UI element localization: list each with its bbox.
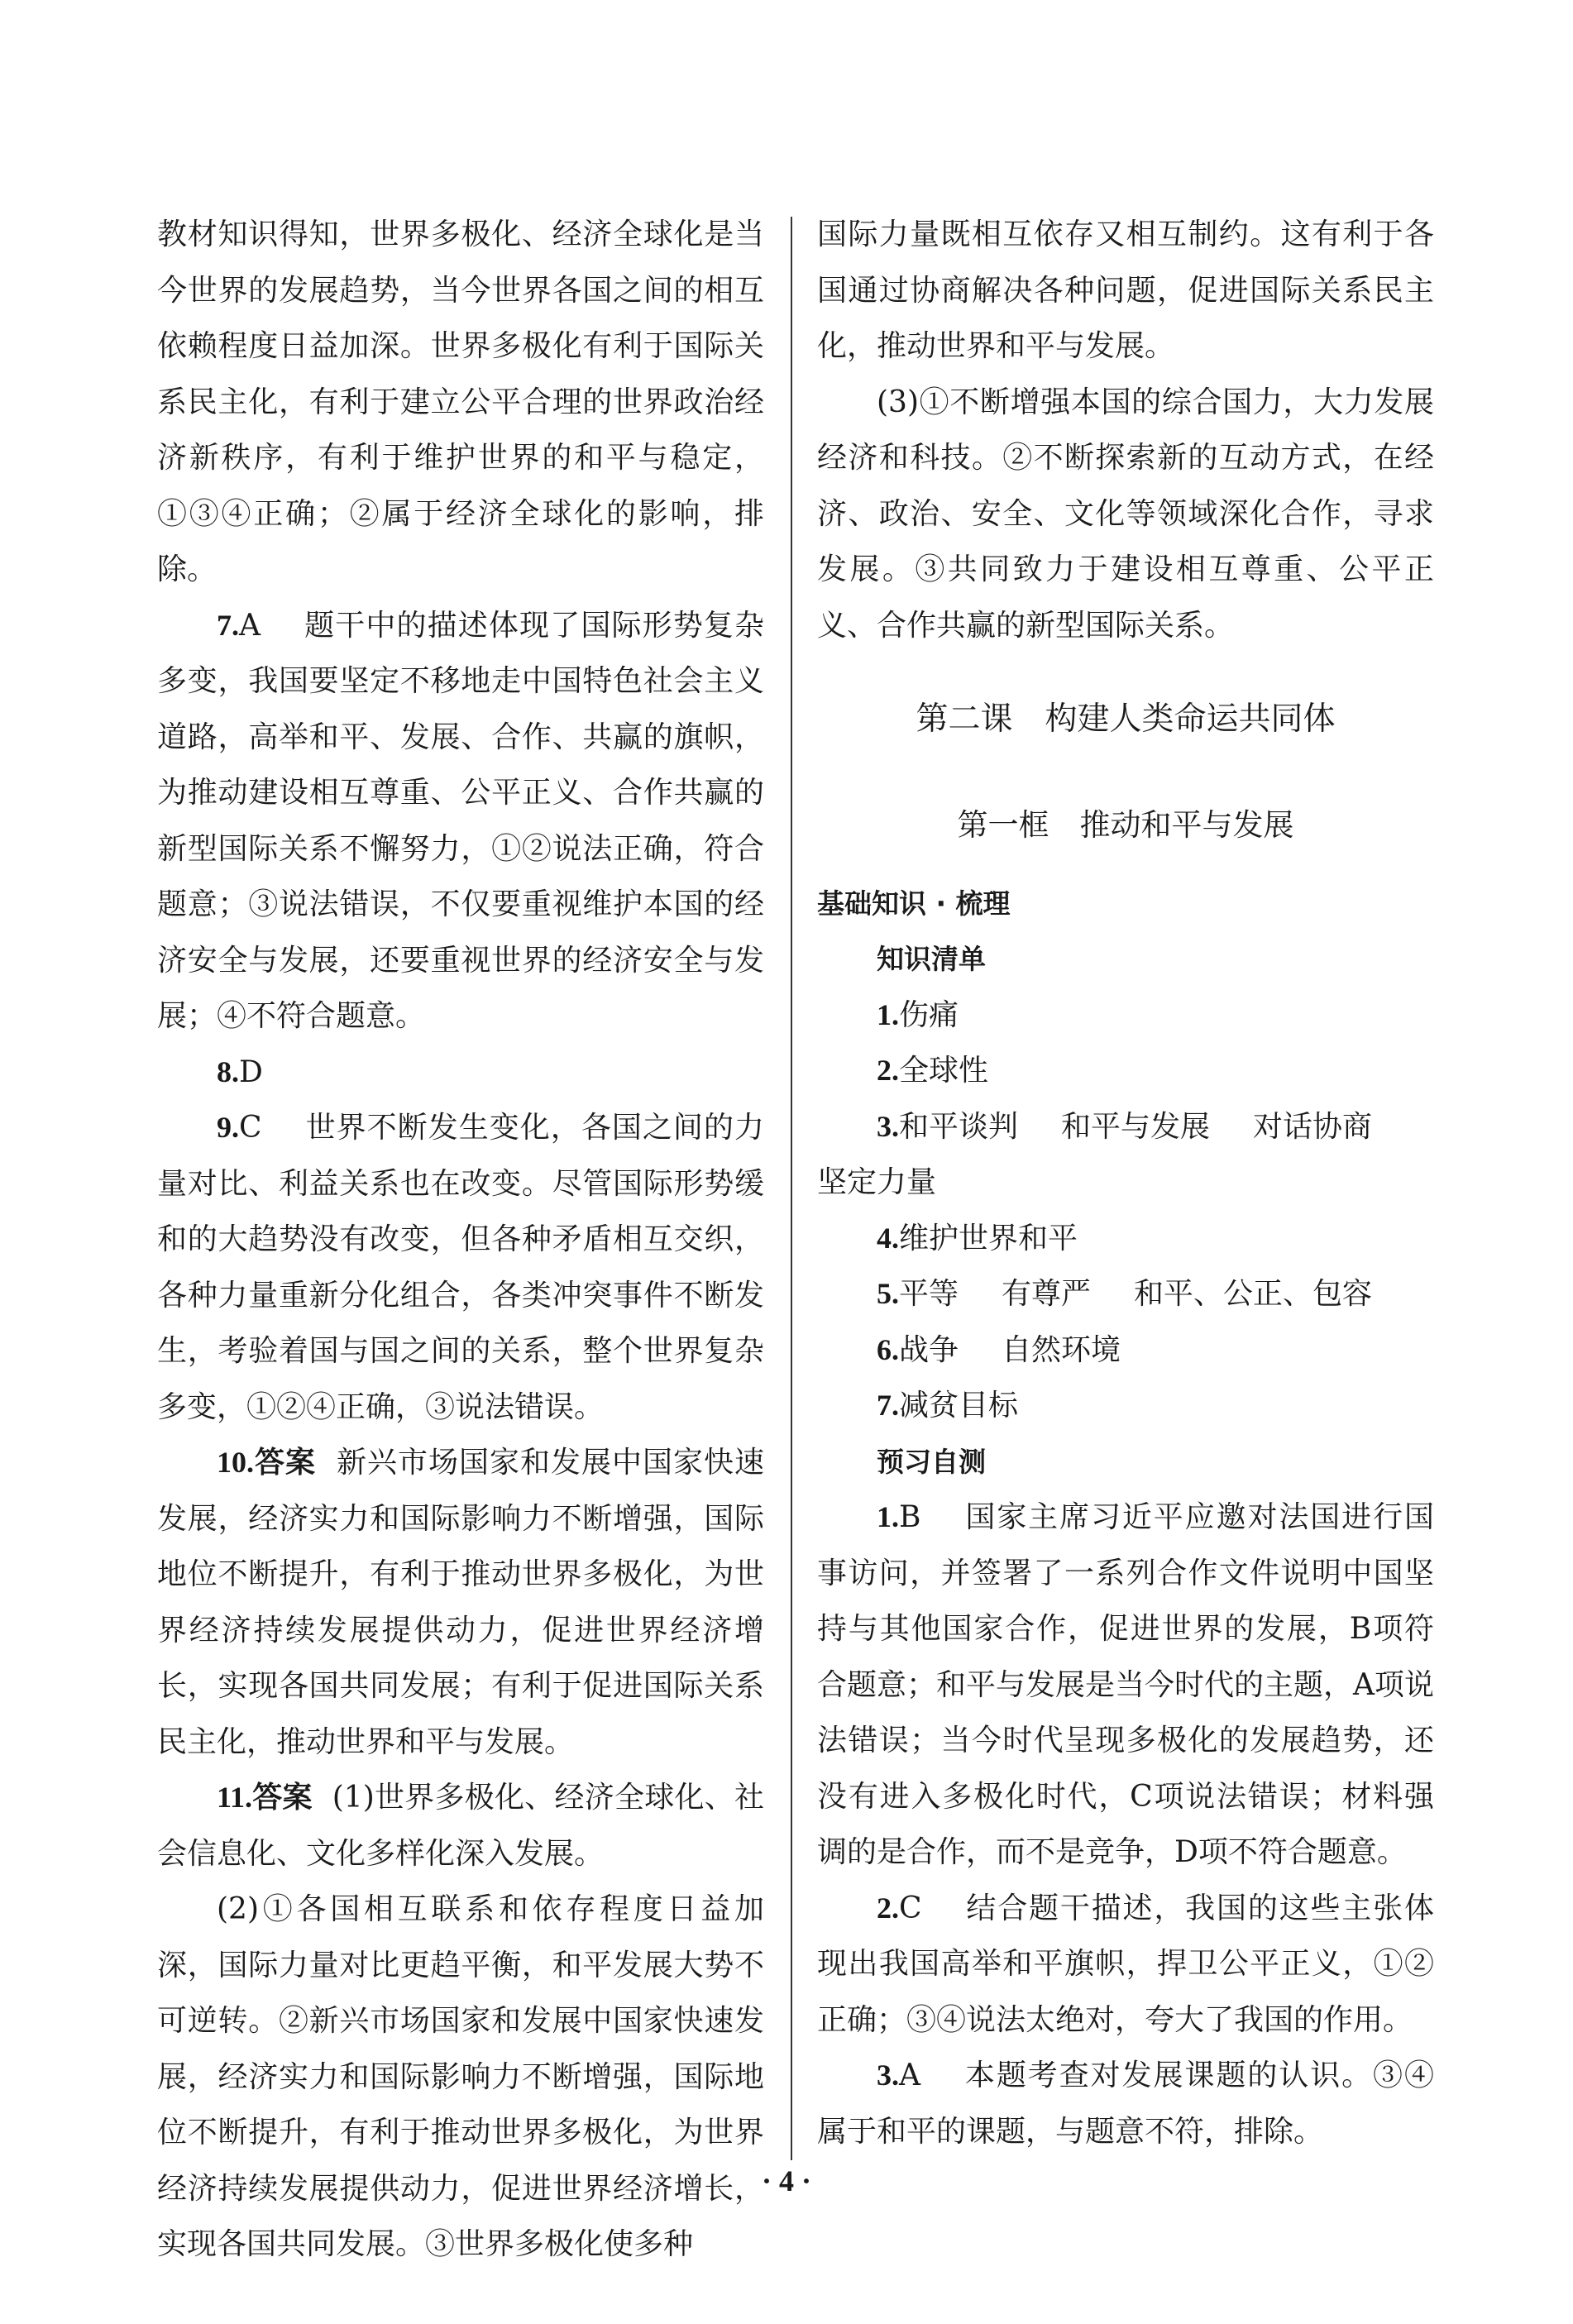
answer-8-number: 8. (217, 1054, 239, 1088)
knowledge-item-2-number: 2. (877, 1054, 899, 1087)
answer-7-number: 7. (217, 608, 239, 642)
frame-title: 第一框 推动和平与发展 (957, 807, 1294, 843)
preview-answer-1-choice: B (899, 1500, 921, 1534)
right-column (817, 207, 1434, 2159)
knowledge-item-7 (817, 1378, 1434, 1434)
preview-answer-2-explanation: 结合题干描述，我国的这些主张体现出我国高举和平旗帜，捍卫公平正义，①②正确；③④说法太绝对，夸大了我国的作用。 (817, 1891, 1434, 2037)
answer-10-label: 答案 (254, 1446, 316, 1480)
preview-answer-2-choice: C (899, 1891, 922, 1925)
knowledge-item-7-text: 减贫目标 (899, 1389, 1019, 1423)
answer-9-choice: C (239, 1111, 262, 1145)
knowledge-item-4-text: 维护世界和平 (899, 1221, 1078, 1255)
knowledge-item-6-b: 自然环境 (1002, 1332, 1121, 1367)
knowledge-item-6-a: 战争 (899, 1332, 959, 1367)
preview-answer-3-explanation: 本题考查对发展课题的认识。③④属于和平的课题，与题意不符，排除。 (817, 2059, 1434, 2149)
knowledge-item-5 (817, 1266, 1434, 1322)
knowledge-item-3 (817, 1099, 1434, 1211)
answer-11-label: 答案 (252, 1781, 313, 1815)
answer-7 (157, 598, 764, 1045)
answer-8 (157, 1045, 764, 1101)
knowledge-item-3-b: 和平与发展 (1061, 1109, 1211, 1144)
preview-answer-2 (817, 1881, 1434, 2049)
knowledge-item-5-a: 平等 (899, 1277, 959, 1311)
knowledge-item-1-number: 1. (877, 997, 899, 1031)
preview-answer-3-number: 3. (877, 2059, 899, 2092)
preview-test-heading: 预习自测 (877, 1445, 986, 1478)
knowledge-item-2-text: 全球性 (899, 1054, 989, 1088)
answer-7-explanation: 题干中的描述体现了国际形势复杂多变，我国要坚定不移地走中国特色社会主义道路，高举和平、发展、合作、共赢的旗帜，为推动建设相互尊重、公平正义、合作共赢的新型国际关系不懈努力，①②说法正确，符合题意；③说法错误，不仅要重视维护本国的经济安全与发展，还要重视世界的经济安全与发展；④不符合题意。 (157, 608, 764, 1033)
knowledge-item-6-number: 6. (877, 1332, 899, 1366)
knowledge-item-7-number: 7. (877, 1389, 899, 1422)
answer-11-number: 11. (217, 1781, 253, 1814)
page-number: · 4 · (761, 2164, 811, 2197)
answer-9-number: 9. (217, 1111, 239, 1144)
left-column (157, 207, 764, 2273)
answer-11-part3: (3)①不断增强本国的综合国力，大力发展经济和科技。②不断探索新的互动方式，在经济、政治、安全、文化等领域深化合作，寻求发展。③共同致力于建设相互尊重、公平正义、合作共赢的新型国际关系。 (817, 385, 1434, 643)
knowledge-item-3-number: 3. (877, 1109, 899, 1143)
answer-10-number: 10. (217, 1446, 254, 1479)
knowledge-item-1 (817, 987, 1434, 1044)
preview-answer-3-choice: A (899, 2059, 920, 2092)
knowledge-item-1-text: 伤痛 (899, 997, 959, 1032)
knowledge-item-6 (817, 1322, 1434, 1379)
answer-9 (157, 1100, 764, 1435)
answer-10-text: 新兴市场国家和发展中国家快速发展，经济实力和国际影响力不断增强，国际地位不断提升，有利于推动世界多极化，为世界经济持续发展提供动力，促进世界经济增长，实现各国共同发展；有利于促进国际关系民主化，推动世界和平与发展。 (157, 1446, 764, 1759)
q6-continuation: 教材知识得知，世界多极化、经济全球化是当今世界的发展趋势，当今世界各国之间的相互依赖程度日益加深。世界多极化有利于国际关系民主化，有利于建立公平合理的世界政治经济新秩序，有利于维护世界的和平与稳定，①③④正确；②属于经济全球化的影响，排除。 (157, 218, 764, 586)
column-divider (791, 217, 792, 2160)
answer-8-choice: D (239, 1054, 263, 1089)
preview-answer-2-number: 2. (877, 1891, 899, 1925)
answer-11-part2-continuation: 国际力量既相互依存又相互制约。这有利于各国通过协商解决各种问题，促进国际关系民主化，推动世界和平与发展。 (817, 218, 1434, 363)
knowledge-item-4 (817, 1211, 1434, 1267)
knowledge-item-5-b: 有尊严 (1002, 1277, 1092, 1311)
knowledge-item-4-number: 4. (877, 1221, 899, 1255)
knowledge-item-3-c: 对话协商 (1253, 1109, 1373, 1144)
answer-9-explanation: 世界不断发生变化，各国之间的力量对比、利益关系也在改变。尽管国际形势缓和的大趋势没有改变，但各种矛盾相互交织，各种力量重新分化组合，各类冲突事件不断发生，考验着国与国之间的关系，整个世界复杂多变，①②④正确，③说法错误。 (157, 1111, 764, 1424)
preview-answer-1 (817, 1490, 1434, 1881)
lesson-title: 第二课 构建人类命运共同体 (916, 701, 1336, 738)
section-heading: 基础知识 · 梳理 (817, 887, 1011, 920)
answer-11 (157, 1770, 764, 1882)
knowledge-item-5-number: 5. (877, 1277, 899, 1310)
knowledge-item-5-c: 和平、公正、包容 (1134, 1277, 1373, 1311)
knowledge-item-3-d: 坚定力量 (817, 1165, 937, 1199)
answer-7-choice: A (239, 608, 261, 643)
answer-11-part2: (2)①各国相互联系和依存程度日益加深，国际力量对比更趋平衡，和平发展大势不可逆转。②新兴市场国家和发展中国家快速发展，经济实力和国际影响力不断增强，国际地位不断提升，有利于推动世界多极化，为世界经济持续发展提供动力，促进世界经济增长，实现各国共同发展。③世界多极化使多种 (157, 1892, 764, 2261)
preview-answer-1-explanation: 国家主席习近平应邀对法国进行国事访问，并签署了一系列合作文件说明中国坚持与其他国家合作，促进世界的发展，B项符合题意；和平与发展是当今时代的主题，A项说法错误；当今时代呈现多极化的发展趋势，还没有进入多极化时代，C项说法错误；材料强调的是合作，而不是竞争，D项不符合题意。 (817, 1500, 1434, 1869)
answer-11-part1: (1)世界多极化、经济全球化、社会信息化、文化多样化深入发展。 (157, 1781, 764, 1871)
preview-answer-1-number: 1. (877, 1500, 899, 1533)
knowledge-item-3-a: 和平谈判 (899, 1109, 1019, 1144)
answer-10 (157, 1435, 764, 1770)
knowledge-item-2 (817, 1043, 1434, 1099)
checklist-heading: 知识清单 (877, 943, 986, 975)
preview-answer-3 (817, 2048, 1434, 2159)
